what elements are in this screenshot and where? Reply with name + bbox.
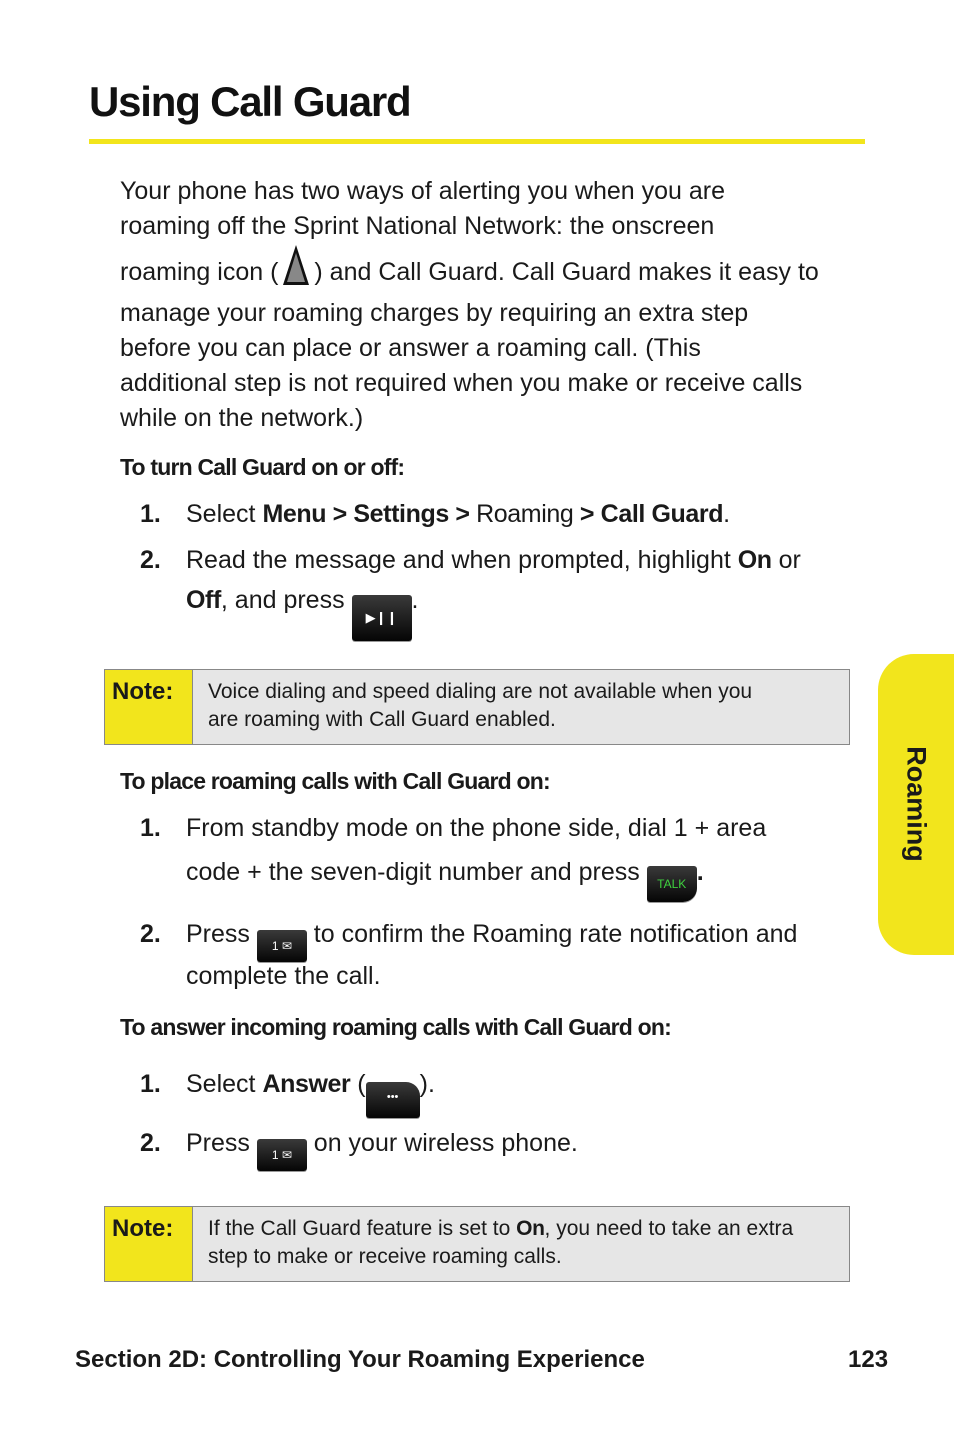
play-pause-key-icon: ▶❙❙ [352,595,412,641]
talk-key-icon: TALK [647,866,697,902]
one-key-icon: 1 ✉ [257,930,307,962]
footer-section-title: Section 2D: Controlling Your Roaming Experience [75,1346,645,1373]
section-side-tab [878,654,954,955]
note-label: Note: [105,670,193,744]
step-2-press-one: 2. Press 1 ✉ on your wireless phone. [140,1129,578,1171]
step-1-select-answer: 1. Select Answer ( ••• ). [140,1070,435,1118]
page-title: Using Call Guard [89,78,411,125]
step-2-press-confirm: 2. Press 1 ✉ to confirm the Roaming rate notification and [140,920,797,962]
intro-paragraph: Your phone has two ways of alerting you when you are roaming off the Sprint National Network: the onscreen roaming icon ( ) and Call Guard. Call Guard makes it easy to manage your roaming charges by requiring an extra step before you can place or answer a roaming call. (This additional step is not required when you make or receive calls while on the network.) [120,177,819,432]
one-key-icon: 1 ✉ [257,1139,307,1171]
roaming-triangle-icon [282,244,310,286]
note-label: Note: [105,1207,193,1281]
page-number: 123 [848,1346,889,1373]
step-1-dial: 1. From standby mode on the phone side, dial 1 + area [140,814,767,842]
softkey-left-icon: ••• [366,1082,420,1118]
step-1-continued: code + the seven-digit number and press TALK . [140,858,703,902]
subheading-turn-on-off: To turn Call Guard on or off: [120,454,405,480]
note-box-call-guard-on: Note: If the Call Guard feature is set to On, you need to take an extra step to make or receive roaming calls. [104,1206,850,1282]
subheading-answer-calls: To answer incoming roaming calls with Call Guard on: [120,1014,671,1040]
step-1-select-menu: 1. Select Menu > Settings > Roaming > Call Guard. [140,500,731,528]
subheading-place-calls: To place roaming calls with Call Guard on: [120,768,550,794]
note-box-voice-dialing: Note: Voice dialing and speed dialing are not available when you are roaming with Call Guard enabled. [104,669,850,745]
step-2-continued: complete the call. [186,962,381,990]
side-tab-label: Roaming [901,746,932,862]
step-2-continued: Off, and press ▶❙❙. [140,586,419,641]
title-underline [89,139,865,144]
step-2-highlight: 2. Read the message and when prompted, highlight On or [140,546,801,574]
